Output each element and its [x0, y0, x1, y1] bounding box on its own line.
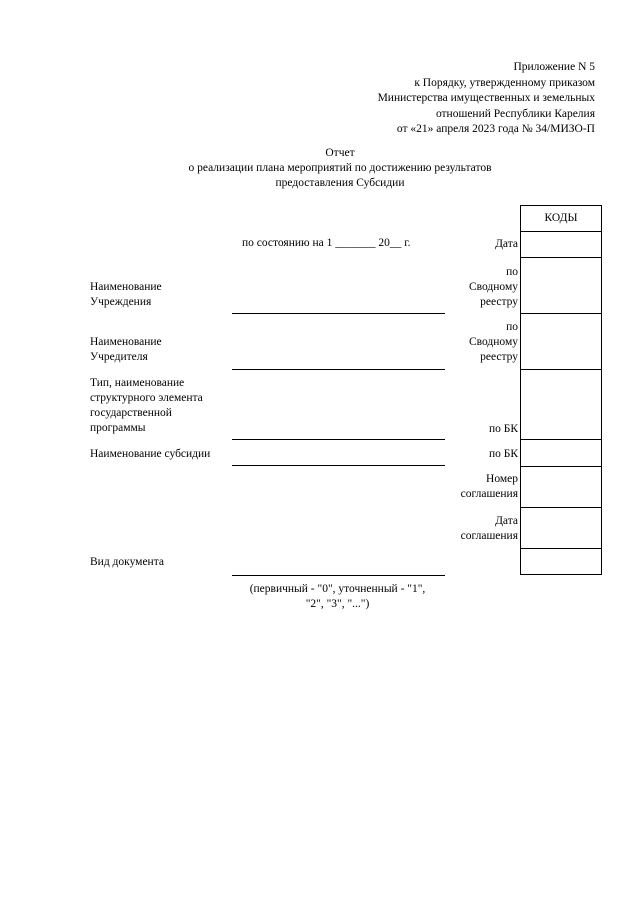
field-subsidy-name: Наименование субсидии — [90, 448, 211, 460]
label-agreement-date: Дата соглашения — [460, 515, 518, 542]
program-element-input[interactable] — [232, 439, 445, 440]
field-founder-name: Наименование Учредителя — [90, 336, 162, 363]
appendix-line-3: Министерства имущественных и земельных — [377, 92, 595, 104]
title-line-2: о реализации плана мероприятий по достижению результатов — [188, 162, 492, 174]
code-cell-document-type[interactable] — [520, 548, 602, 575]
code-cell-agreement-number[interactable] — [520, 466, 602, 508]
field-program-element: Тип, наименование структурного элемента государственной программы — [90, 377, 203, 434]
code-cell-bk-1[interactable] — [520, 369, 602, 440]
appendix-line-5: от «21» апреля 2023 года № 34/МИЗО-П — [396, 123, 595, 135]
code-cell-agreement-date[interactable] — [520, 507, 602, 549]
title-line-3: предоставления Субсидии — [275, 177, 405, 189]
label-agreement-number: Номер соглашения — [460, 473, 518, 500]
as-of-date-text: по состоянию на 1 _______ 20__ г. — [242, 237, 411, 249]
label-registry-1: по Сводному реестру — [468, 266, 518, 308]
label-bk-1: по БК — [488, 423, 518, 435]
report-title — [90, 146, 590, 191]
code-cell-registry-1[interactable] — [520, 257, 602, 314]
field-document-type: Вид документа — [90, 556, 164, 568]
document-type-hint: (первичный - "0", уточненный - "1", "2", "3", "...") — [249, 583, 426, 610]
code-cell-registry-2[interactable] — [520, 313, 602, 370]
founder-name-input[interactable] — [232, 369, 445, 370]
code-cell-date[interactable] — [520, 231, 602, 258]
document-type-input[interactable] — [232, 575, 445, 576]
field-institution-name: Наименование Учреждения — [90, 281, 162, 308]
code-cell-bk-2[interactable] — [520, 439, 602, 467]
codes-header-cell — [520, 205, 602, 232]
codes-header: КОДЫ — [544, 212, 578, 224]
appendix-line-4: отношений Республики Карелия — [435, 107, 595, 120]
subsidy-name-input[interactable] — [232, 465, 445, 466]
title-line-1: Отчет — [325, 147, 355, 159]
label-date: Дата — [495, 238, 518, 250]
label-bk-2: по БК — [488, 448, 518, 460]
institution-name-input[interactable] — [232, 313, 445, 314]
appendix-line-1: Приложение N 5 — [513, 61, 595, 73]
label-registry-2: по Сводному реестру — [468, 321, 518, 363]
appendix-header — [275, 60, 595, 138]
appendix-line-2: к Порядку, утвержденному приказом — [414, 76, 595, 89]
